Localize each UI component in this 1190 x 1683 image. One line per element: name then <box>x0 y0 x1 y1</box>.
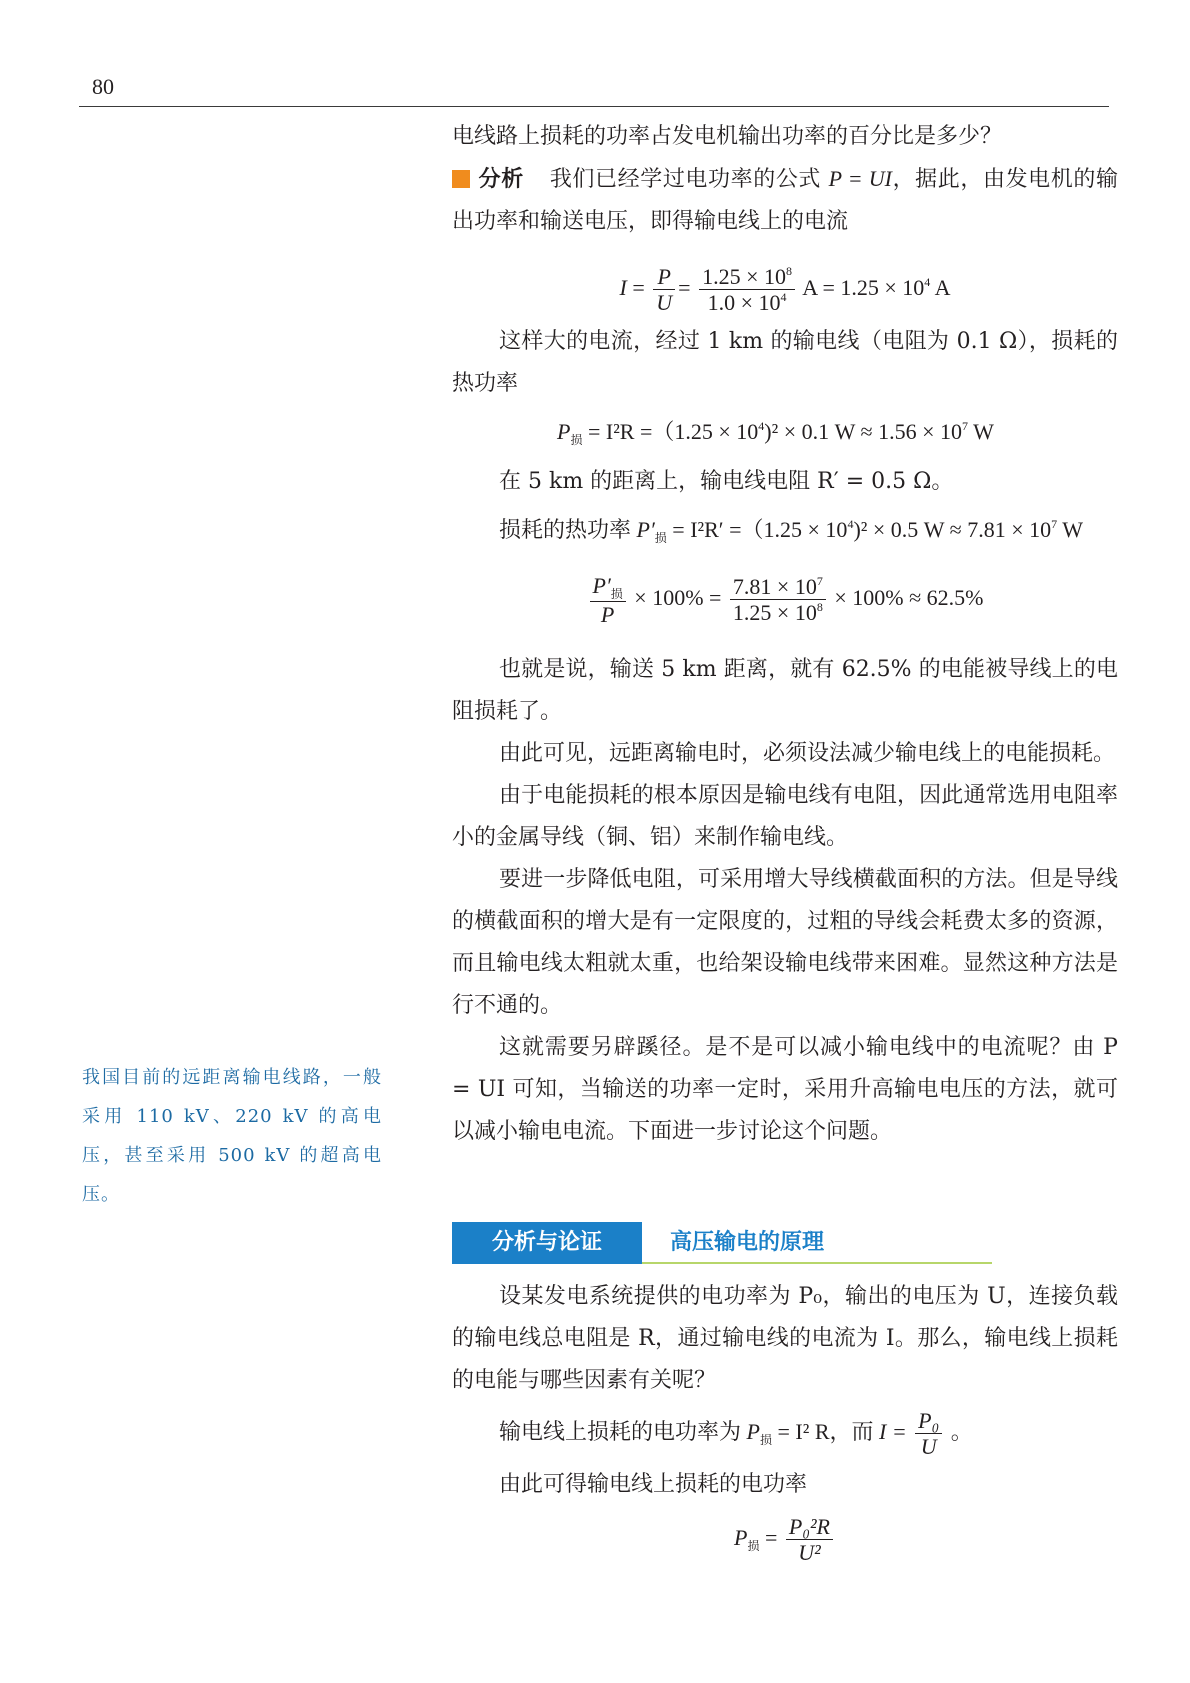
section-header <box>452 1222 992 1264</box>
analysis-text-1: 我们已经学过电功率的公式 <box>549 167 822 192</box>
margin-note: 我国目前的远距离输电线路，一般采用 110 kV、220 kV 的高电压，甚至采用 500 kV 的超高电压。 <box>82 1067 382 1205</box>
section-label: 分析与论证 <box>452 1222 642 1264</box>
analysis-square-icon <box>452 170 470 188</box>
paragraph: 由于电能损耗的根本原因是输电线有电阻，因此通常选用电阻率小的金属导线（铜、铝）来制作输电线。 <box>452 783 1118 850</box>
header-rule <box>79 106 1109 107</box>
analysis-formula: P = UI <box>828 166 892 191</box>
section-intro: 设某发电系统提供的电功率为 P₀，输出的电压为 U，连接负载的输电线总电阻是 R，通过输电线的电流为 I。那么，输电线上损耗的电能与哪些因素有关呢？ <box>452 1284 1118 1393</box>
question-tail: 电线路上损耗的功率占发电机输出功率的百分比是多少？ <box>452 124 1003 149</box>
fraction-values: $\frac{7.81 \times 10^7}{1.25 \times 10^8}$ <box>730 575 826 624</box>
fraction-p-over-u: $\frac{P}{U}$ <box>653 265 675 314</box>
fraction-p0-over-u: $\frac{\text{P₀}}{U}$ <box>915 1409 942 1458</box>
page-number: 80 <box>92 74 114 99</box>
paragraph-5km: 在 5 km 的距离上，输电线电阻 R′ = 0.5 Ω。 <box>499 469 954 494</box>
paragraph: 由此可见，远距离输电时，必须设法减少输电线上的电能损耗。 <box>499 741 1116 766</box>
analysis-paragraph <box>452 158 1118 243</box>
equation-final: $P_损$ = $\frac{\text{P₀²R}}{\text{U²}}$ <box>452 1506 1118 1578</box>
equation-current: I = $\frac{P}{U}$ = $\frac{1.25 \times 10^8}{1.0 \times 10^4}$ $A = 1.25 \times 10^4$ A <box>619 264 951 316</box>
paragraph-current: 这样大的电流，经过 1 km 的输电线（电阻为 0.1 Ω），损耗的热功率 <box>452 329 1118 396</box>
fraction-final: $\frac{\text{P₀²R}}{\text{U²}}$ <box>786 1515 833 1564</box>
equation-loss-general: 输电线上损耗的电功率为 $P_损 = I^2$ R，而 I = $\frac{\text{P₀}}{U}$ 。 <box>499 1408 973 1460</box>
section-body <box>452 1276 1118 1578</box>
analysis-text-2: ，据此，由发电机的输出功率和输送电压，即得输电线上的电流 <box>452 167 1118 234</box>
paragraph: 这就需要另辟蹊径。是不是可以减小输电线中的电流呢？由 P = UI 可知，当输送的功率一定时，采用升高输电电压的方法，就可以减小输电电流。下面进一步讨论这个问题。 <box>452 1035 1118 1144</box>
section-title: 高压输电的原理 <box>670 1230 825 1255</box>
main-text <box>452 116 1118 1153</box>
fraction-power-over-voltage: $\frac{1.25 \times 10^8}{1.0 \times 10^4}$ <box>699 265 795 314</box>
paragraph-derive: 由此可得输电线上损耗的电功率 <box>499 1472 808 1497</box>
section-rule <box>642 1262 992 1264</box>
paragraph: 也就是说，输送 5 km 距离，就有 62.5% 的电能被导线上的电阻损耗了。 <box>452 657 1118 724</box>
equation-loss-1km: $P_损 = I^2R =(1.25 \times 10^4)^2 \times 0.1$ $W \approx 1.56 \times 10^7$ W <box>557 419 994 447</box>
analysis-label: 分析 <box>478 167 524 192</box>
equation-loss-ratio: $\frac{P'_损}{P}$ × 100% = $\frac{7.81 \times 10^7}{1.25 \times 10^8}$ × 100% ≈ 62.5% <box>452 567 1118 629</box>
equation-loss-5km: 损耗的热功率 $P'_损 = I^2R' =(1.25 \times 10^4)^2 \times 0.5$ $W \approx 7.81 \times 10^7$ W <box>499 517 1083 545</box>
fraction-loss-over-power: $\frac{P'_损}{P}$ <box>590 574 626 627</box>
body-paragraphs <box>452 649 1118 1153</box>
paragraph: 要进一步降低电阻，可采用增大导线横截面积的方法。但是导线的横截面积的增大是有一定限度的，过粗的导线会耗费太多的资源，而且输电线太粗就太重，也给架设输电线带来困难。显然这种方法是行不通的。 <box>452 867 1118 1018</box>
